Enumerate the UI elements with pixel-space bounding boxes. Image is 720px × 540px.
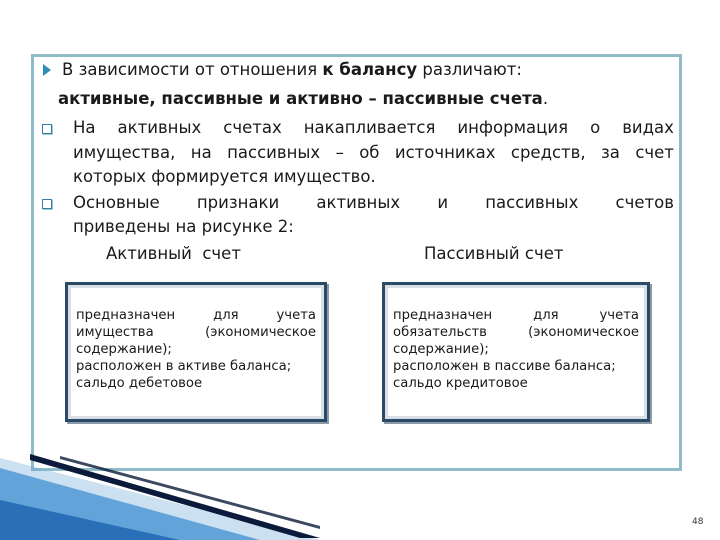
word: На bbox=[73, 118, 96, 137]
decorative-swoosh bbox=[0, 430, 320, 540]
word: имущества, bbox=[73, 143, 176, 162]
box-row bbox=[76, 324, 316, 341]
passive-account-heading: Пассивный счет bbox=[424, 244, 564, 263]
word: счет bbox=[635, 143, 674, 162]
word: имущества bbox=[76, 325, 154, 340]
word: признаки bbox=[196, 193, 280, 212]
word: счетах bbox=[223, 118, 282, 137]
active-account-heading: Активный счет bbox=[106, 244, 241, 263]
box-row bbox=[393, 324, 639, 341]
word: предназначен bbox=[76, 308, 176, 323]
word: активных bbox=[117, 118, 202, 137]
square-bullet-icon bbox=[42, 124, 52, 134]
word: и bbox=[437, 193, 449, 212]
word: накапливается bbox=[303, 118, 436, 137]
intro-period: . bbox=[542, 89, 549, 108]
account-types-text: активные, пассивные и активно – пассивные счета bbox=[58, 89, 543, 108]
word: (экономическое bbox=[205, 325, 316, 340]
arrow-bullet-icon bbox=[43, 64, 51, 76]
word: активных bbox=[316, 193, 401, 212]
word: предназначен bbox=[393, 308, 493, 323]
word: о bbox=[590, 118, 601, 137]
intro-line-2 bbox=[58, 89, 548, 109]
word: – bbox=[335, 143, 344, 162]
box-row: сальдо дебетовое bbox=[76, 376, 203, 391]
word: источниках bbox=[394, 143, 496, 162]
word: счетов bbox=[615, 193, 674, 212]
active-account-box bbox=[65, 282, 327, 422]
box-row bbox=[393, 307, 639, 324]
word: пассивных bbox=[485, 193, 579, 212]
word: видах bbox=[622, 118, 674, 137]
intro-line-1 bbox=[62, 60, 522, 80]
word: средств, bbox=[510, 143, 586, 162]
word: для bbox=[213, 308, 239, 323]
word: информация bbox=[457, 118, 569, 137]
word: пассивных bbox=[227, 143, 321, 162]
word: учета bbox=[276, 308, 316, 323]
bullet-2-line-1 bbox=[73, 193, 674, 213]
bullet-1-line-1 bbox=[73, 118, 674, 138]
box-row bbox=[76, 307, 316, 324]
bullet-1-line-2 bbox=[73, 143, 674, 163]
passive-account-box bbox=[382, 282, 650, 422]
intro-text: В зависимости от отношения bbox=[62, 60, 323, 79]
word: об bbox=[359, 143, 380, 162]
page-number: 48 bbox=[692, 517, 704, 527]
word: за bbox=[601, 143, 620, 162]
box-row: сальдо кредитовое bbox=[393, 376, 528, 391]
word: Основные bbox=[73, 193, 160, 212]
intro-bold-text: к балансу bbox=[322, 60, 418, 79]
box-row: содержание); bbox=[393, 342, 489, 357]
word: обязательств bbox=[393, 325, 487, 340]
box-row: расположен в пассиве баланса; bbox=[393, 359, 616, 374]
word: на bbox=[190, 143, 212, 162]
bullet-2-line-2: приведены на рисунке 2: bbox=[73, 217, 294, 236]
word: для bbox=[533, 308, 559, 323]
word: (экономическое bbox=[528, 325, 639, 340]
word: учета bbox=[599, 308, 639, 323]
bullet-1-line-3: которых формируется имущество. bbox=[73, 167, 376, 186]
square-bullet-icon bbox=[42, 199, 52, 209]
box-row: содержание); bbox=[76, 342, 172, 357]
box-row: расположен в активе баланса; bbox=[76, 359, 292, 374]
intro-text-end: различают: bbox=[417, 60, 522, 79]
